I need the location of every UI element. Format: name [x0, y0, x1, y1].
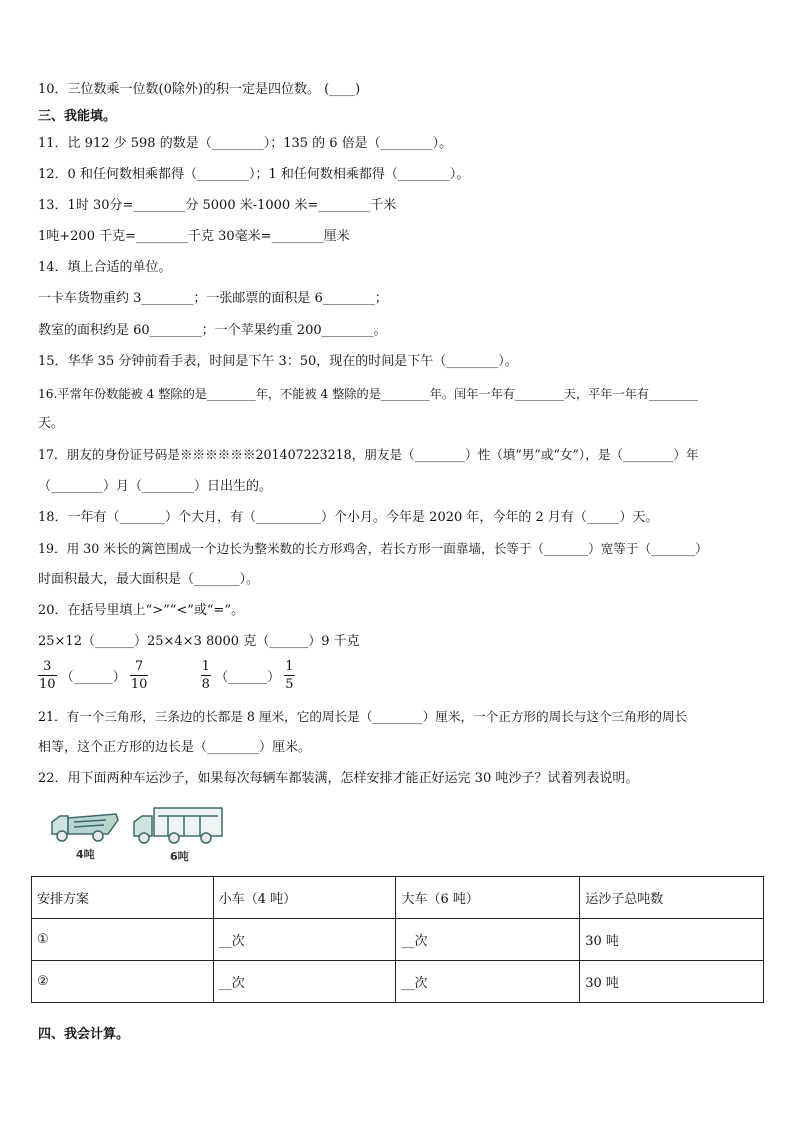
fraction-1-5: $\frac{1}{5}$ — [285, 659, 294, 692]
table-row — [32, 919, 764, 961]
large-truck-trips[interactable]: __次 — [396, 961, 580, 1003]
fraction-1-8: $\frac{1}{8}$ — [201, 659, 210, 692]
question-15: 15．华华 35 分钟前看手表，时间是下午 3：50，现在的时间是下午（________）。 — [38, 354, 518, 369]
header-large-truck: 大车（6 吨） — [396, 877, 580, 919]
plan-number: ① — [32, 919, 214, 961]
question-20-fractions — [38, 658, 295, 702]
question-13-line-1: 13．1时 30分=________分 5000 米-1000 米=________千米 — [38, 198, 397, 213]
arrangement-table — [31, 876, 764, 1003]
question-20: 20．在括号里填上“>”“<”或“=”。 — [38, 603, 245, 618]
header-plan: 安排方案 — [32, 877, 214, 919]
question-16-line-1: 16.平常年份数能被 4 整除的是________年，不能被 4 整除的是________年。闰年一年有________天，平年一年有________ — [38, 387, 698, 401]
section-4-heading: 四、我会计算。 — [38, 1027, 130, 1042]
question-12: 12．0 和任何数相乘都得（________）；1 和任何数相乘都得（________）。 — [38, 167, 470, 182]
fraction-7-10: $\frac{7}{10}$ — [130, 659, 148, 692]
question-14-line-1: 一卡车货物重约 3________；一张邮票的面积是 6________； — [38, 291, 388, 306]
question-21-line-2: 相等，这个正方形的边长是（________）厘米。 — [38, 740, 312, 755]
compare-blank-2: （______） — [215, 670, 281, 685]
question-17-line-2: （________）月（________）日出生的。 — [38, 479, 273, 494]
total-tons: 30 吨 — [580, 961, 764, 1003]
question-10: 10．三位数乘一位数(0除外)的积一定是四位数。 (____) — [38, 82, 361, 97]
question-18: 18．一年有（_______）个大月，有（__________）个小月。今年是 2020 年，今年的 2 月有（_____）天。 — [38, 510, 659, 525]
section-3-heading: 三、我能填。 — [38, 109, 117, 124]
small-truck-label: 4吨 — [76, 848, 95, 861]
table-header-row — [32, 877, 764, 919]
question-21-line-1: 21．有一个三角形，三条边的长都是 8 厘米，它的周长是（________）厘米，一个正方形的周长与这个三角形的周长 — [38, 709, 688, 724]
table-row — [32, 961, 764, 1003]
header-total-tons: 运沙子总吨数 — [580, 877, 764, 919]
question-16-line-2: 天。 — [38, 416, 65, 431]
large-truck-trips[interactable]: __次 — [396, 919, 580, 961]
trucks-illustration — [46, 800, 226, 870]
question-13-line-2: 1吨+200 千克=________千克 30毫米=________厘米 — [38, 229, 350, 244]
header-small-truck: 小车（4 吨） — [213, 877, 396, 919]
question-17-line-1: 17．朋友的身份证号码是※※※※※※201407223218，朋友是（________）性（填“男”或“女”），是（________）年 — [38, 447, 699, 462]
question-14: 14．填上合适的单位。 — [38, 260, 172, 275]
large-truck-icon — [134, 808, 222, 843]
small-truck-icon — [52, 814, 118, 841]
question-20-line-1: 25×12（______）25×4×3 8000 克（______）9 千克 — [38, 634, 360, 649]
plan-number: ② — [32, 961, 214, 1003]
small-truck-trips[interactable]: __次 — [213, 961, 396, 1003]
question-14-line-2: 教室的面积约是 60________；一个苹果约重 200________。 — [38, 323, 387, 338]
question-11: 11．比 912 少 598 的数是（________）；135 的 6 倍是（________）。 — [38, 136, 453, 151]
fraction-3-10: $\frac{3}{10}$ — [39, 659, 56, 692]
total-tons: 30 吨 — [580, 919, 764, 961]
question-19-line-2: 时面积最大，最大面积是（_______）。 — [38, 572, 260, 587]
compare-blank-1: （______） — [60, 670, 126, 685]
question-19-line-1: 19．用 30 米长的篱笆围成一个边长为整米数的长方形鸡舍，若长方形一面靠墙，长等于（_______）宽等于（_______） — [38, 541, 708, 556]
large-truck-label: 6吨 — [170, 850, 189, 863]
small-truck-trips[interactable]: __次 — [213, 919, 396, 961]
question-22: 22．用下面两种车运沙子，如果每次每辆车都装满，怎样安排才能正好运完 30 吨沙子？试着列表说明。 — [38, 771, 639, 786]
